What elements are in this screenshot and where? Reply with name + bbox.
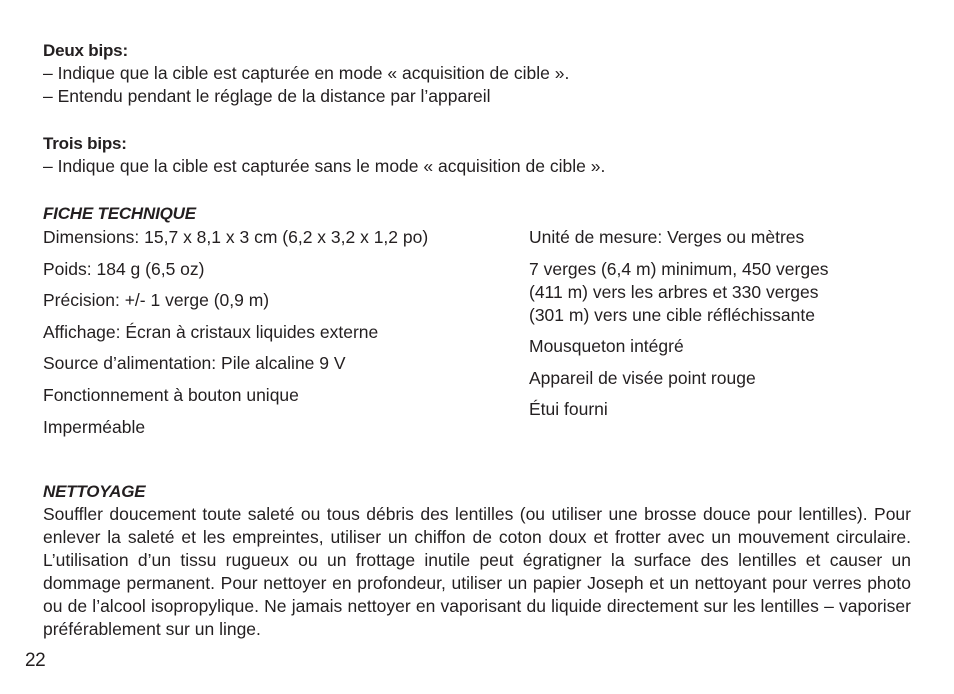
three-beeps-section <box>43 132 605 178</box>
spec-item: Poids: 184 g (6,5 oz) <box>43 258 205 279</box>
specs-section <box>43 202 196 225</box>
spec-item-line: Étui fourni <box>529 399 608 420</box>
two-beeps-line: – Indique que la cible est capturée en mode « acquisition de cible ». <box>43 63 570 83</box>
spec-item-line: Unité de mesure: Verges ou mètres <box>529 227 805 247</box>
two-beeps-section <box>43 39 569 108</box>
spec-item: Source d’alimentation: Pile alcaline 9 V <box>43 353 346 374</box>
specs-left-column <box>43 226 428 447</box>
cleaning-section <box>43 480 911 641</box>
spec-item <box>529 398 829 421</box>
spec-item: Fonctionnement à bouton unique <box>43 384 299 405</box>
two-beeps-heading: Deux bips: <box>43 41 128 60</box>
cleaning-paragraph: Souffler doucement toute saleté ou tous débris des lentilles (ou utiliser une brosse douce pour lentilles). Pour enlever la saleté et les empreintes, utiliser un chiffon de coton doux et frotter avec un mouvement circulaire. L’utilisation d’un tissu rugueux ou un frottage inutile peut égratigner la surface des lentilles et causer un dommage permanent. Pour nettoyer en profondeur, utiliser un papier Joseph et un nettoyant pour verres photo ou de l’alcool isopropylique. Ne jamais nettoyer en vaporisant du liquide directement sur les lentilles – vaporiser préférablement sur un linge. <box>43 504 911 639</box>
spec-item <box>529 367 829 390</box>
cleaning-heading: NETTOYAGE <box>43 482 146 501</box>
specs-right-column <box>529 226 829 430</box>
three-beeps-heading: Trois bips: <box>43 134 127 153</box>
spec-item-line: (301 m) vers une cible réfléchissante <box>529 304 815 325</box>
spec-item-range <box>529 258 829 327</box>
spec-item: Affichage: Écran à cristaux liquides externe <box>43 321 379 342</box>
spec-item-line: (411 m) vers les arbres et 330 verges <box>529 281 819 302</box>
spec-item: Imperméable <box>43 416 146 437</box>
spec-item-line: Mousqueton intégré <box>529 336 684 357</box>
spec-item: Précision: +/- 1 verge (0,9 m) <box>43 290 270 311</box>
specs-heading: FICHE TECHNIQUE <box>43 204 196 223</box>
page-number: 22 <box>25 650 46 671</box>
spec-item <box>529 226 829 249</box>
spec-item: Dimensions: 15,7 x 8,1 x 3 cm (6,2 x 3,2 x 1,2 po) <box>43 227 429 247</box>
two-beeps-line: – Entendu pendant le réglage de la distance par l’appareil <box>43 86 491 106</box>
spec-item-line: 7 verges (6,4 m) minimum, 450 verges <box>529 258 829 279</box>
spec-item-line: Appareil de visée point rouge <box>529 367 756 388</box>
spec-item <box>529 335 829 358</box>
three-beeps-line: – Indique que la cible est capturée sans le mode « acquisition de cible ». <box>43 156 606 176</box>
